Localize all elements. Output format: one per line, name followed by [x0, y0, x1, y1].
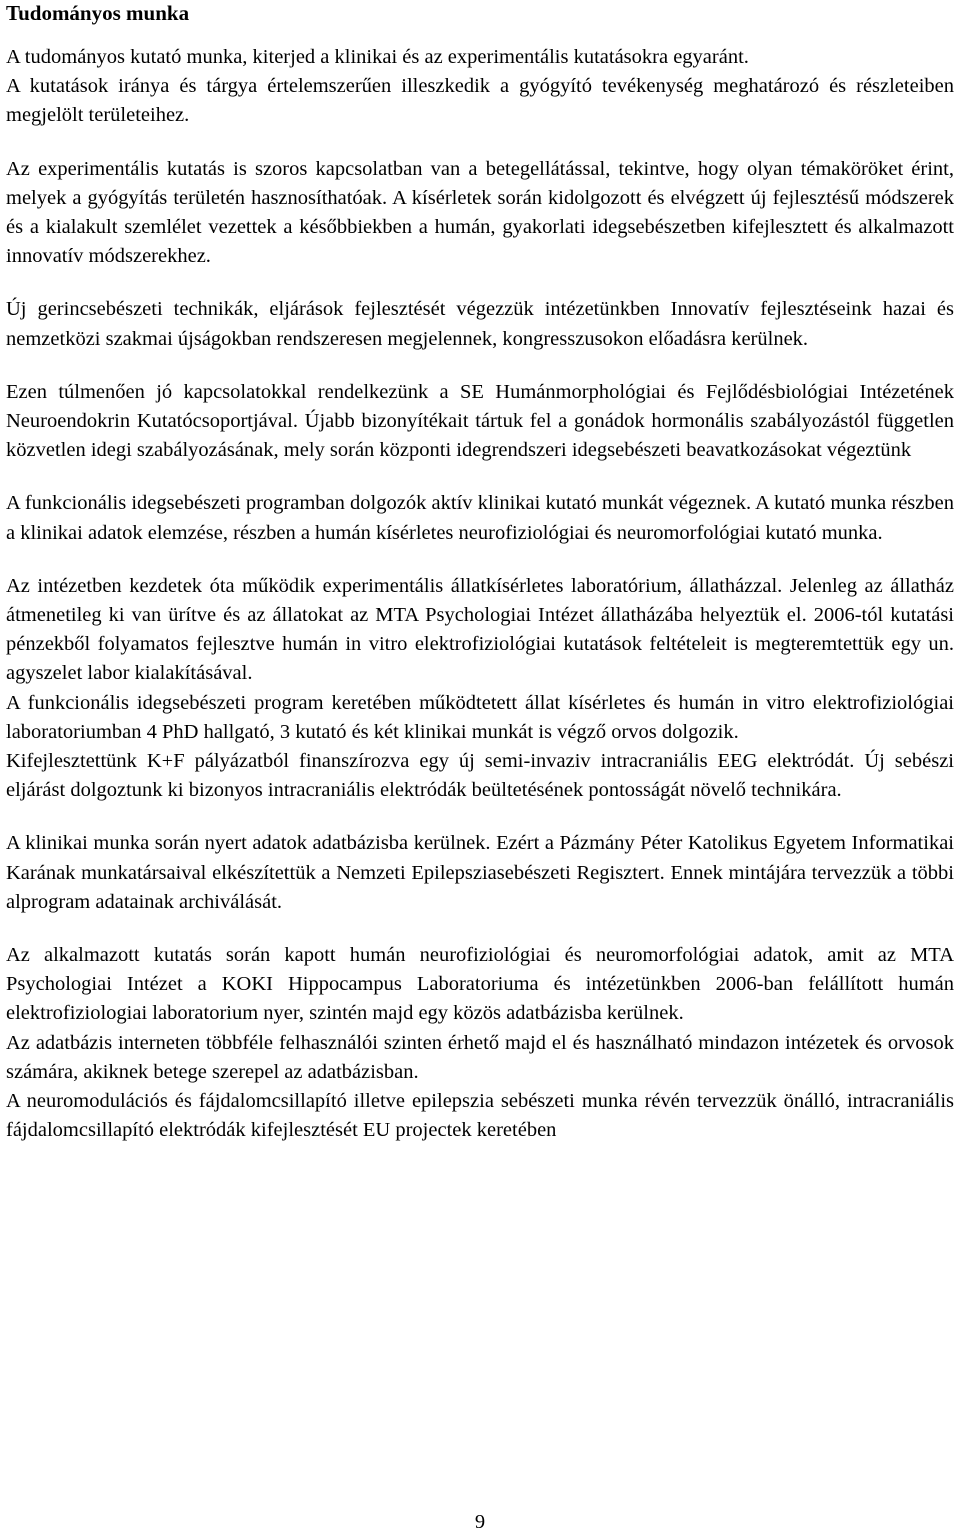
paragraph-neuromodulation: A neuromodulációs és fájdalomcsillapító illetve epilepszia sebészeti munka révén tervezzük önálló, intracraniális fájdalomcsillapító elektródák kifejlesztését EU projectek keretében [6, 1090, 954, 1142]
paragraph-applied-research: Az alkalmazott kutatás során kapott humán neurofiziológiai és neuromorfológiai adatok, amit az MTA Psychologiai Intézet a KOKI Hippocampus Laboratoriuma és intézetünkben 2006-ban felállított humán elektrofiziologiai laboratorium nyer, szintén majd egy közös adatbázisba kerülnek. [6, 944, 954, 1025]
paragraph-database: A klinikai munka során nyert adatok adatbázisba kerülnek. Ezért a Pázmány Péter Katolikus Egyetem Informatikai Karának munkatársaival elkészítettük a Nemzeti Epilepsziasebészeti Regisztert. Ennek mintájára tervezzük a többi alprogram adatainak archiválását. [6, 832, 954, 913]
document-body [6, 0, 954, 1146]
page-number: 9 [474, 1511, 486, 1533]
paragraph-research-direction: A kutatások iránya és tárgya értelemszerűen illeszkedik a gyógyító tevékenység meghatározó és részleteiben megjelölt területeihez. [6, 75, 954, 127]
paragraph-intro: A tudományos kutató munka, kiterjed a klinikai és az experimentális kutatásokra egyaránt. [6, 46, 749, 68]
paragraph-functional-program: A funkcionális idegsebészeti programban dolgozók aktív klinikai kutató munkát végeznek. A kutató munka részben a klinikai adatok elemzése, részben a humán kísérletes neurofiziológiai és neuromorfológiai kutató munka. [6, 492, 954, 544]
paragraph-collaboration: Ezen túlmenően jó kapcsolatokkal rendelkezünk a SE Humánmorphológiai és Fejlődésbiológiai Intézetének Neuroendokrin Kutatócsoportjával. Újabb bizonyítékait tártuk fel a gonádok hormonális szabályozástól független közvetlen idegi szabályozásának, mely során központi idegrendszeri idegsebészeti beavatkozásokat végeztünk [6, 380, 954, 462]
paragraph-spine-surgery: Új gerincsebészeti technikák, eljárások fejlesztését végezzük intézetünkben Innovatív fejlesztéseink hazai és nemzetközi szakmai újságokban rendszeresen megjelennek, kongresszusokon előadásra kerülnek. [6, 298, 954, 350]
paragraph-experimental-research: Az experimentális kutatás is szoros kapcsolatban van a betegellátással, tekintve, hogy olyan témaköröket érint, melyek a gyógyítás területén hasznosíthatóak. A kísérletek során kidolgozott és elvégzett új fejlesztésű módszerek és a kialakult szemlélet vezettek a későbbiekben a humán, gyakorlati idegsebészetben kifejlesztett és alkalmazott innovatív módszerekhez. [6, 157, 954, 268]
section-heading: Tudományos munka [6, 1, 190, 25]
paragraph-database-access: Az adatbázis interneten többféle felhasználói szinten érhető majd el és használható mindazon intézetek és orvosok számára, akiknek betege szerepel az adatbázisban. [6, 1031, 954, 1083]
paragraph-eeg-electrode: Kifejlesztettünk K+F pályázatból finanszírozva egy új semi-invaziv intracraniális EEG elektródát. Új sebészi eljárást dolgoztunk ki bizonyos intracraniális elektródák beültetésének pontosságát növelő technikára. [6, 750, 954, 802]
paragraph-lab-staff: A funkcionális idegsebészeti program keretében működtetett állat kísérletes és humán in vitro elektrofiziológiai laboratoriumban 4 PhD hallgató, 3 kutató és két klinikai munkát is végző orvos dolgozik. [6, 691, 954, 743]
paragraph-animal-lab: Az intézetben kezdetek óta működik experimentális állatkísérletes laboratórium, állatházzal. Jelenleg az állatház átmenetileg ki van ürítve és az állatokat az MTA Psychologiai Intézet állatházába helyeztük el. 2006-tól kutatási pénzekből folyamatos fejlesztve humán in vitro elektrofiziológiai kutatások feltételeit is megteremtettük egy un. agyszelet labor kialakításával. [6, 574, 954, 685]
